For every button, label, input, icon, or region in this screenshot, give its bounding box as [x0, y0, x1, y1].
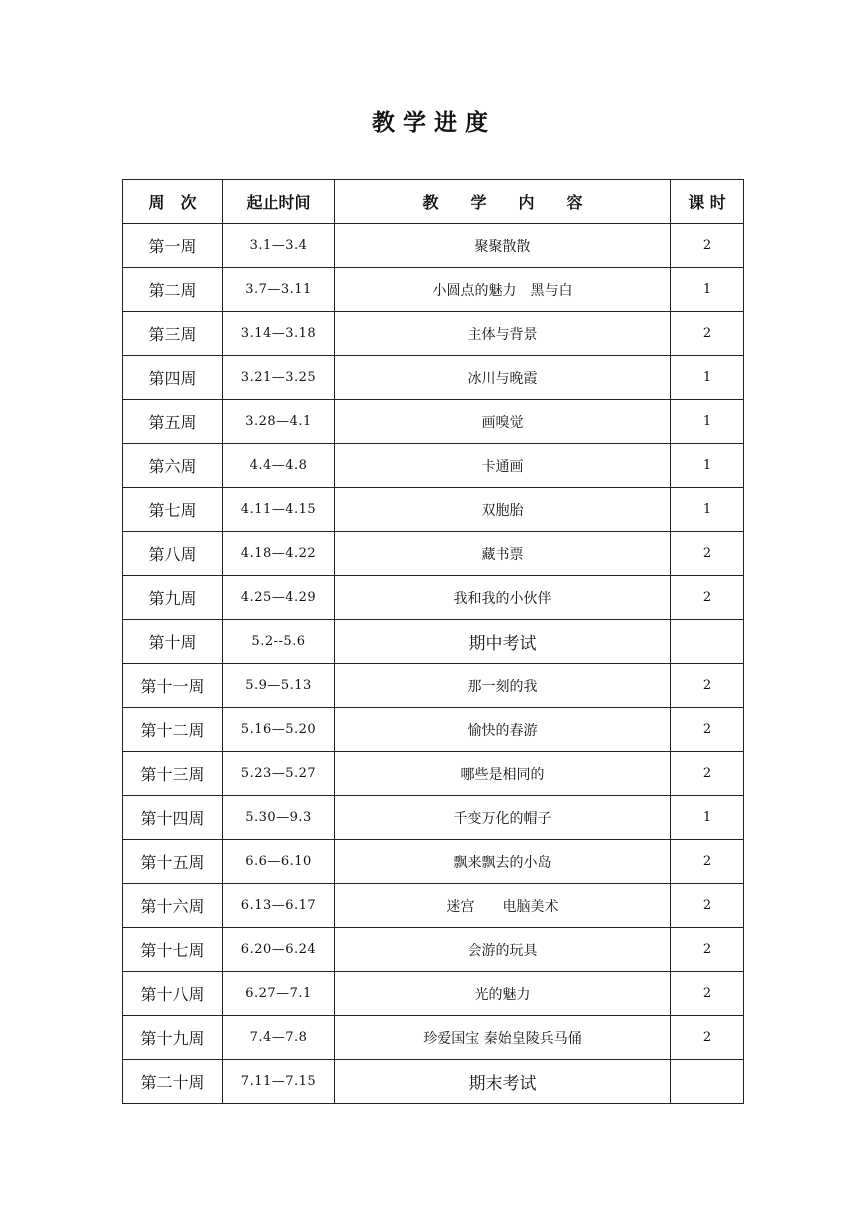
hours-cell: 2 — [671, 576, 744, 620]
dates-cell: 4.4—4.8 — [223, 444, 335, 488]
header-week: 周 次 — [123, 180, 223, 224]
week-cell: 第十五周 — [123, 840, 223, 884]
table-body — [123, 224, 744, 1104]
content-cell: 哪些是相同的 — [335, 752, 671, 796]
hours-cell — [671, 1060, 744, 1104]
dates-cell: 4.11—4.15 — [223, 488, 335, 532]
table-row — [123, 444, 744, 488]
content-cell: 迷宫 电脑美术 — [335, 884, 671, 928]
week-cell: 第二周 — [123, 268, 223, 312]
hours-cell: 2 — [671, 312, 744, 356]
dates-cell: 4.25—4.29 — [223, 576, 335, 620]
hours-cell: 1 — [671, 488, 744, 532]
hours-cell — [671, 620, 744, 664]
week-cell: 第七周 — [123, 488, 223, 532]
hours-cell: 2 — [671, 224, 744, 268]
dates-cell: 6.27—7.1 — [223, 972, 335, 1016]
content-cell: 小圆点的魅力 黑与白 — [335, 268, 671, 312]
week-cell: 第三周 — [123, 312, 223, 356]
dates-cell: 5.2--5.6 — [223, 620, 335, 664]
dates-cell: 5.30—9.3 — [223, 796, 335, 840]
dates-cell: 6.6—6.10 — [223, 840, 335, 884]
hours-cell: 2 — [671, 972, 744, 1016]
week-cell: 第十八周 — [123, 972, 223, 1016]
table-row — [123, 532, 744, 576]
content-cell: 卡通画 — [335, 444, 671, 488]
week-cell: 第十七周 — [123, 928, 223, 972]
dates-cell: 5.23—5.27 — [223, 752, 335, 796]
table-row — [123, 796, 744, 840]
dates-cell: 3.14—3.18 — [223, 312, 335, 356]
content-cell: 双胞胎 — [335, 488, 671, 532]
table-row — [123, 928, 744, 972]
content-cell: 冰川与晚霞 — [335, 356, 671, 400]
hours-cell: 1 — [671, 400, 744, 444]
content-cell: 会游的玩具 — [335, 928, 671, 972]
content-cell: 期末考试 — [335, 1060, 671, 1104]
hours-cell: 2 — [671, 840, 744, 884]
week-cell: 第五周 — [123, 400, 223, 444]
dates-cell: 3.21—3.25 — [223, 356, 335, 400]
week-cell: 第六周 — [123, 444, 223, 488]
content-cell: 期中考试 — [335, 620, 671, 664]
week-cell: 第十四周 — [123, 796, 223, 840]
week-cell: 第十三周 — [123, 752, 223, 796]
table-row — [123, 664, 744, 708]
header-dates: 起止时间 — [223, 180, 335, 224]
dates-cell: 5.16—5.20 — [223, 708, 335, 752]
content-cell: 主体与背景 — [335, 312, 671, 356]
week-cell: 第十九周 — [123, 1016, 223, 1060]
content-cell: 藏书票 — [335, 532, 671, 576]
week-cell: 第十一周 — [123, 664, 223, 708]
hours-cell: 2 — [671, 752, 744, 796]
week-cell: 第八周 — [123, 532, 223, 576]
dates-cell: 7.11—7.15 — [223, 1060, 335, 1104]
hours-cell: 1 — [671, 444, 744, 488]
week-cell: 第二十周 — [123, 1060, 223, 1104]
dates-cell: 3.1—3.4 — [223, 224, 335, 268]
hours-cell: 1 — [671, 796, 744, 840]
hours-cell: 1 — [671, 356, 744, 400]
content-cell: 飘来飘去的小岛 — [335, 840, 671, 884]
hours-cell: 2 — [671, 708, 744, 752]
table-row — [123, 884, 744, 928]
header-hours: 课 时 — [671, 180, 744, 224]
dates-cell: 5.9—5.13 — [223, 664, 335, 708]
week-cell: 第十六周 — [123, 884, 223, 928]
table-row — [123, 620, 744, 664]
dates-cell: 4.18—4.22 — [223, 532, 335, 576]
week-cell: 第十周 — [123, 620, 223, 664]
header-row — [123, 180, 744, 224]
dates-cell: 3.7—3.11 — [223, 268, 335, 312]
dates-cell: 3.28—4.1 — [223, 400, 335, 444]
hours-cell: 2 — [671, 532, 744, 576]
table-header — [123, 180, 744, 224]
content-cell: 千变万化的帽子 — [335, 796, 671, 840]
dates-cell: 7.4—7.8 — [223, 1016, 335, 1060]
table-row — [123, 708, 744, 752]
dates-cell: 6.13—6.17 — [223, 884, 335, 928]
content-cell: 珍爱国宝 秦始皇陵兵马俑 — [335, 1016, 671, 1060]
content-cell: 画嗅觉 — [335, 400, 671, 444]
table-row — [123, 268, 744, 312]
content-cell: 聚聚散散 — [335, 224, 671, 268]
table-row — [123, 972, 744, 1016]
table-row — [123, 488, 744, 532]
table-row — [123, 576, 744, 620]
hours-cell: 2 — [671, 1016, 744, 1060]
header-content: 教 学 内 容 — [335, 180, 671, 224]
dates-cell: 6.20—6.24 — [223, 928, 335, 972]
content-cell: 我和我的小伙伴 — [335, 576, 671, 620]
week-cell: 第九周 — [123, 576, 223, 620]
content-cell: 愉快的春游 — [335, 708, 671, 752]
hours-cell: 1 — [671, 268, 744, 312]
week-cell: 第一周 — [123, 224, 223, 268]
table-row — [123, 312, 744, 356]
page-title: 教 学 进 度 — [371, 109, 489, 136]
table-row — [123, 400, 744, 444]
table-row — [123, 752, 744, 796]
table-row — [123, 224, 744, 268]
week-cell: 第四周 — [123, 356, 223, 400]
table-row — [123, 840, 744, 884]
table-row — [123, 356, 744, 400]
table-row — [123, 1060, 744, 1104]
content-cell: 那一刻的我 — [335, 664, 671, 708]
table-row — [123, 1016, 744, 1060]
hours-cell: 2 — [671, 884, 744, 928]
content-cell: 光的魅力 — [335, 972, 671, 1016]
hours-cell: 2 — [671, 928, 744, 972]
week-cell: 第十二周 — [123, 708, 223, 752]
hours-cell: 2 — [671, 664, 744, 708]
schedule-table — [122, 179, 744, 1104]
